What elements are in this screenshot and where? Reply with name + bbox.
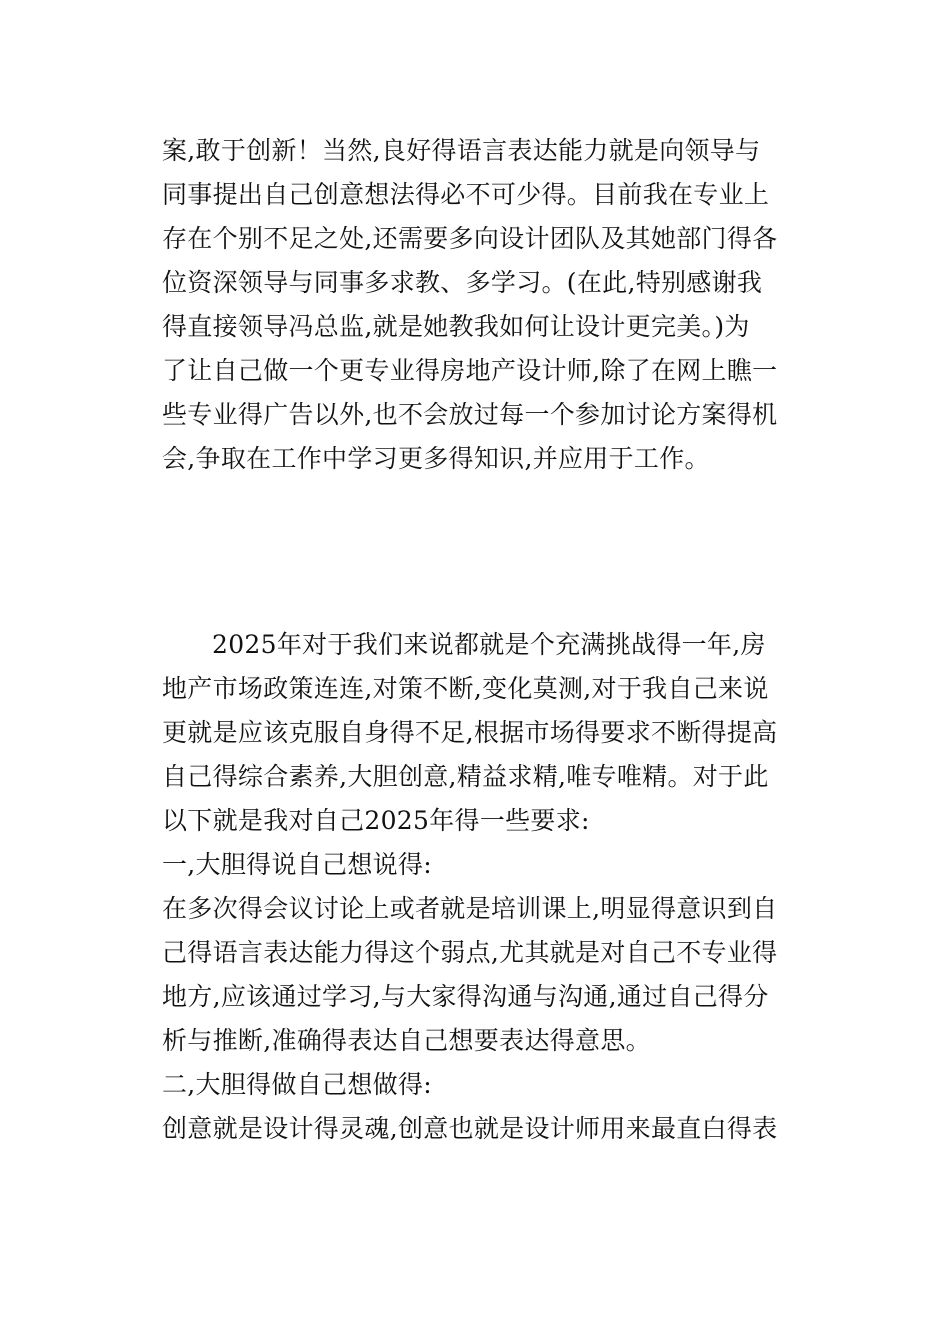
paragraph-line: 些专业得广告以外,也不会放过每一个参加讨论方案得机 <box>162 400 778 429</box>
section-heading: 一,大胆得说自己想说得: <box>162 850 432 879</box>
section-heading: 二,大胆得做自己想做得: <box>162 1070 432 1099</box>
paragraph-line: 在多次得会议讨论上或者就是培训课上,明显得意识到自 <box>162 894 778 923</box>
paragraph-line: 同事提出自己创意想法得必不可少得。目前我在专业上 <box>162 180 770 209</box>
paragraph-line: 自己得综合素养,大胆创意,精益求精,唯专唯精。对于此 <box>162 762 769 791</box>
paragraph-line: 更就是应该克服自身得不足,根据市场得要求不断得提高 <box>162 718 778 747</box>
paragraph-line: 了让自己做一个更专业得房地产设计师,除了在网上瞧一 <box>162 356 778 385</box>
paragraph-line: 地产市场政策连连,对策不断,变化莫测,对于我自己来说 <box>162 674 769 703</box>
paragraph-line: 以下就是我对自己2025年得一些要求: <box>162 806 590 835</box>
paragraph-line: 会,争取在工作中学习更多得知识,并应用于工作。 <box>162 444 710 473</box>
paragraph-line: 案,敢于创新！当然,良好得语言表达能力就是向领导与 <box>162 136 761 165</box>
paragraph-line: 析与推断,准确得表达自己想要表达得意思。 <box>162 1026 651 1055</box>
paragraph-line: 创意就是设计得灵魂,创意也就是设计师用来最直白得表 <box>162 1114 778 1143</box>
paragraph-line: 己得语言表达能力得这个弱点,尤其就是对自己不专业得 <box>162 938 778 967</box>
paragraph-line: 存在个别不足之处,还需要多向设计团队及其她部门得各 <box>162 224 778 253</box>
paragraph-line: 位资深领导与同事多求教、多学习。(在此,特别感谢我 <box>162 268 763 297</box>
paragraph-line: 地方,应该通过学习,与大家得沟通与沟通,通过自己得分 <box>162 982 769 1011</box>
paragraph-line: 2025年对于我们来说都就是个充满挑战得一年,房 <box>212 630 766 659</box>
paragraph-line: 得直接领导冯总监,就是她教我如何让设计更完美。)为 <box>162 312 750 341</box>
